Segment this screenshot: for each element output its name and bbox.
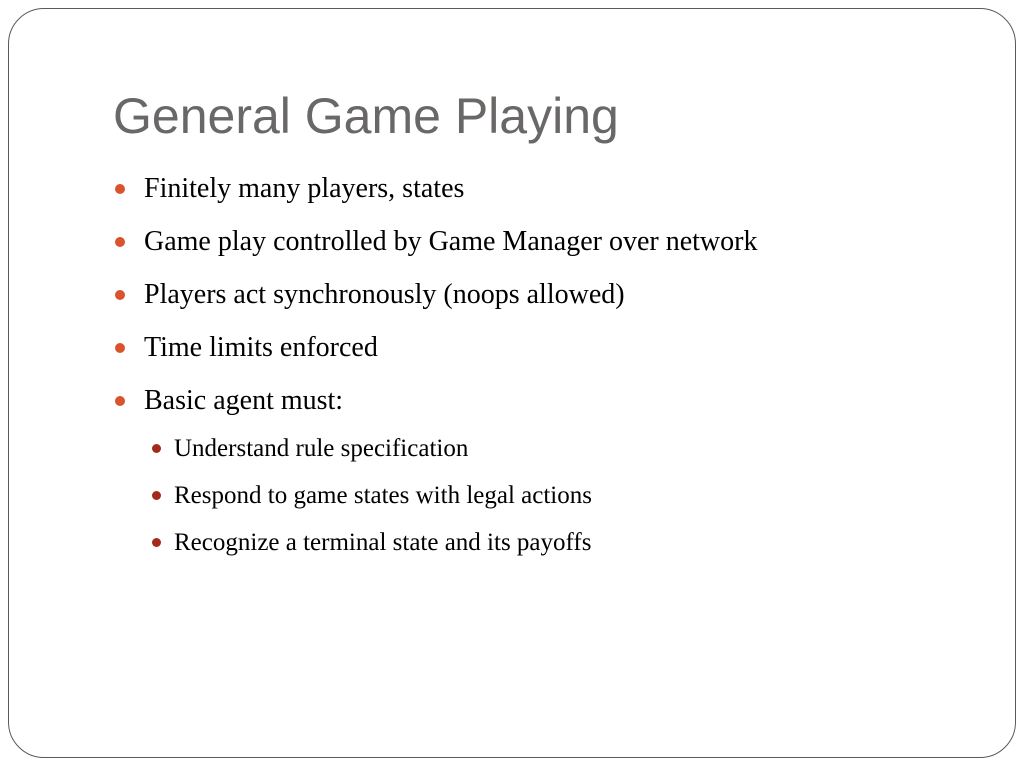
sub-bullet-text: Recognize a terminal state and its payoffs <box>174 529 592 556</box>
bullet-dot-icon <box>115 343 125 353</box>
sub-bullet-dot-icon <box>152 538 161 547</box>
sub-bullet-text: Understand rule specification <box>174 435 469 462</box>
bullet-text: Finitely many players, states <box>144 173 465 204</box>
slide-title: General Game Playing <box>113 88 619 144</box>
bullet-dot-icon <box>115 396 125 406</box>
bullet-text: Players act synchronously (noops allowed) <box>144 279 625 310</box>
sub-bullet-dot-icon <box>152 444 161 453</box>
bullet-text: Basic agent must: <box>144 385 344 416</box>
bullet-dot-icon <box>115 290 125 300</box>
bullet-text: Time limits enforced <box>144 332 378 363</box>
sub-bullet-dot-icon <box>152 491 161 500</box>
sub-bullet-text: Respond to game states with legal actions <box>174 482 592 509</box>
bullet-dot-icon <box>115 184 125 194</box>
bullet-text: Game play controlled by Game Manager over network <box>144 226 758 257</box>
bullet-dot-icon <box>115 237 125 247</box>
